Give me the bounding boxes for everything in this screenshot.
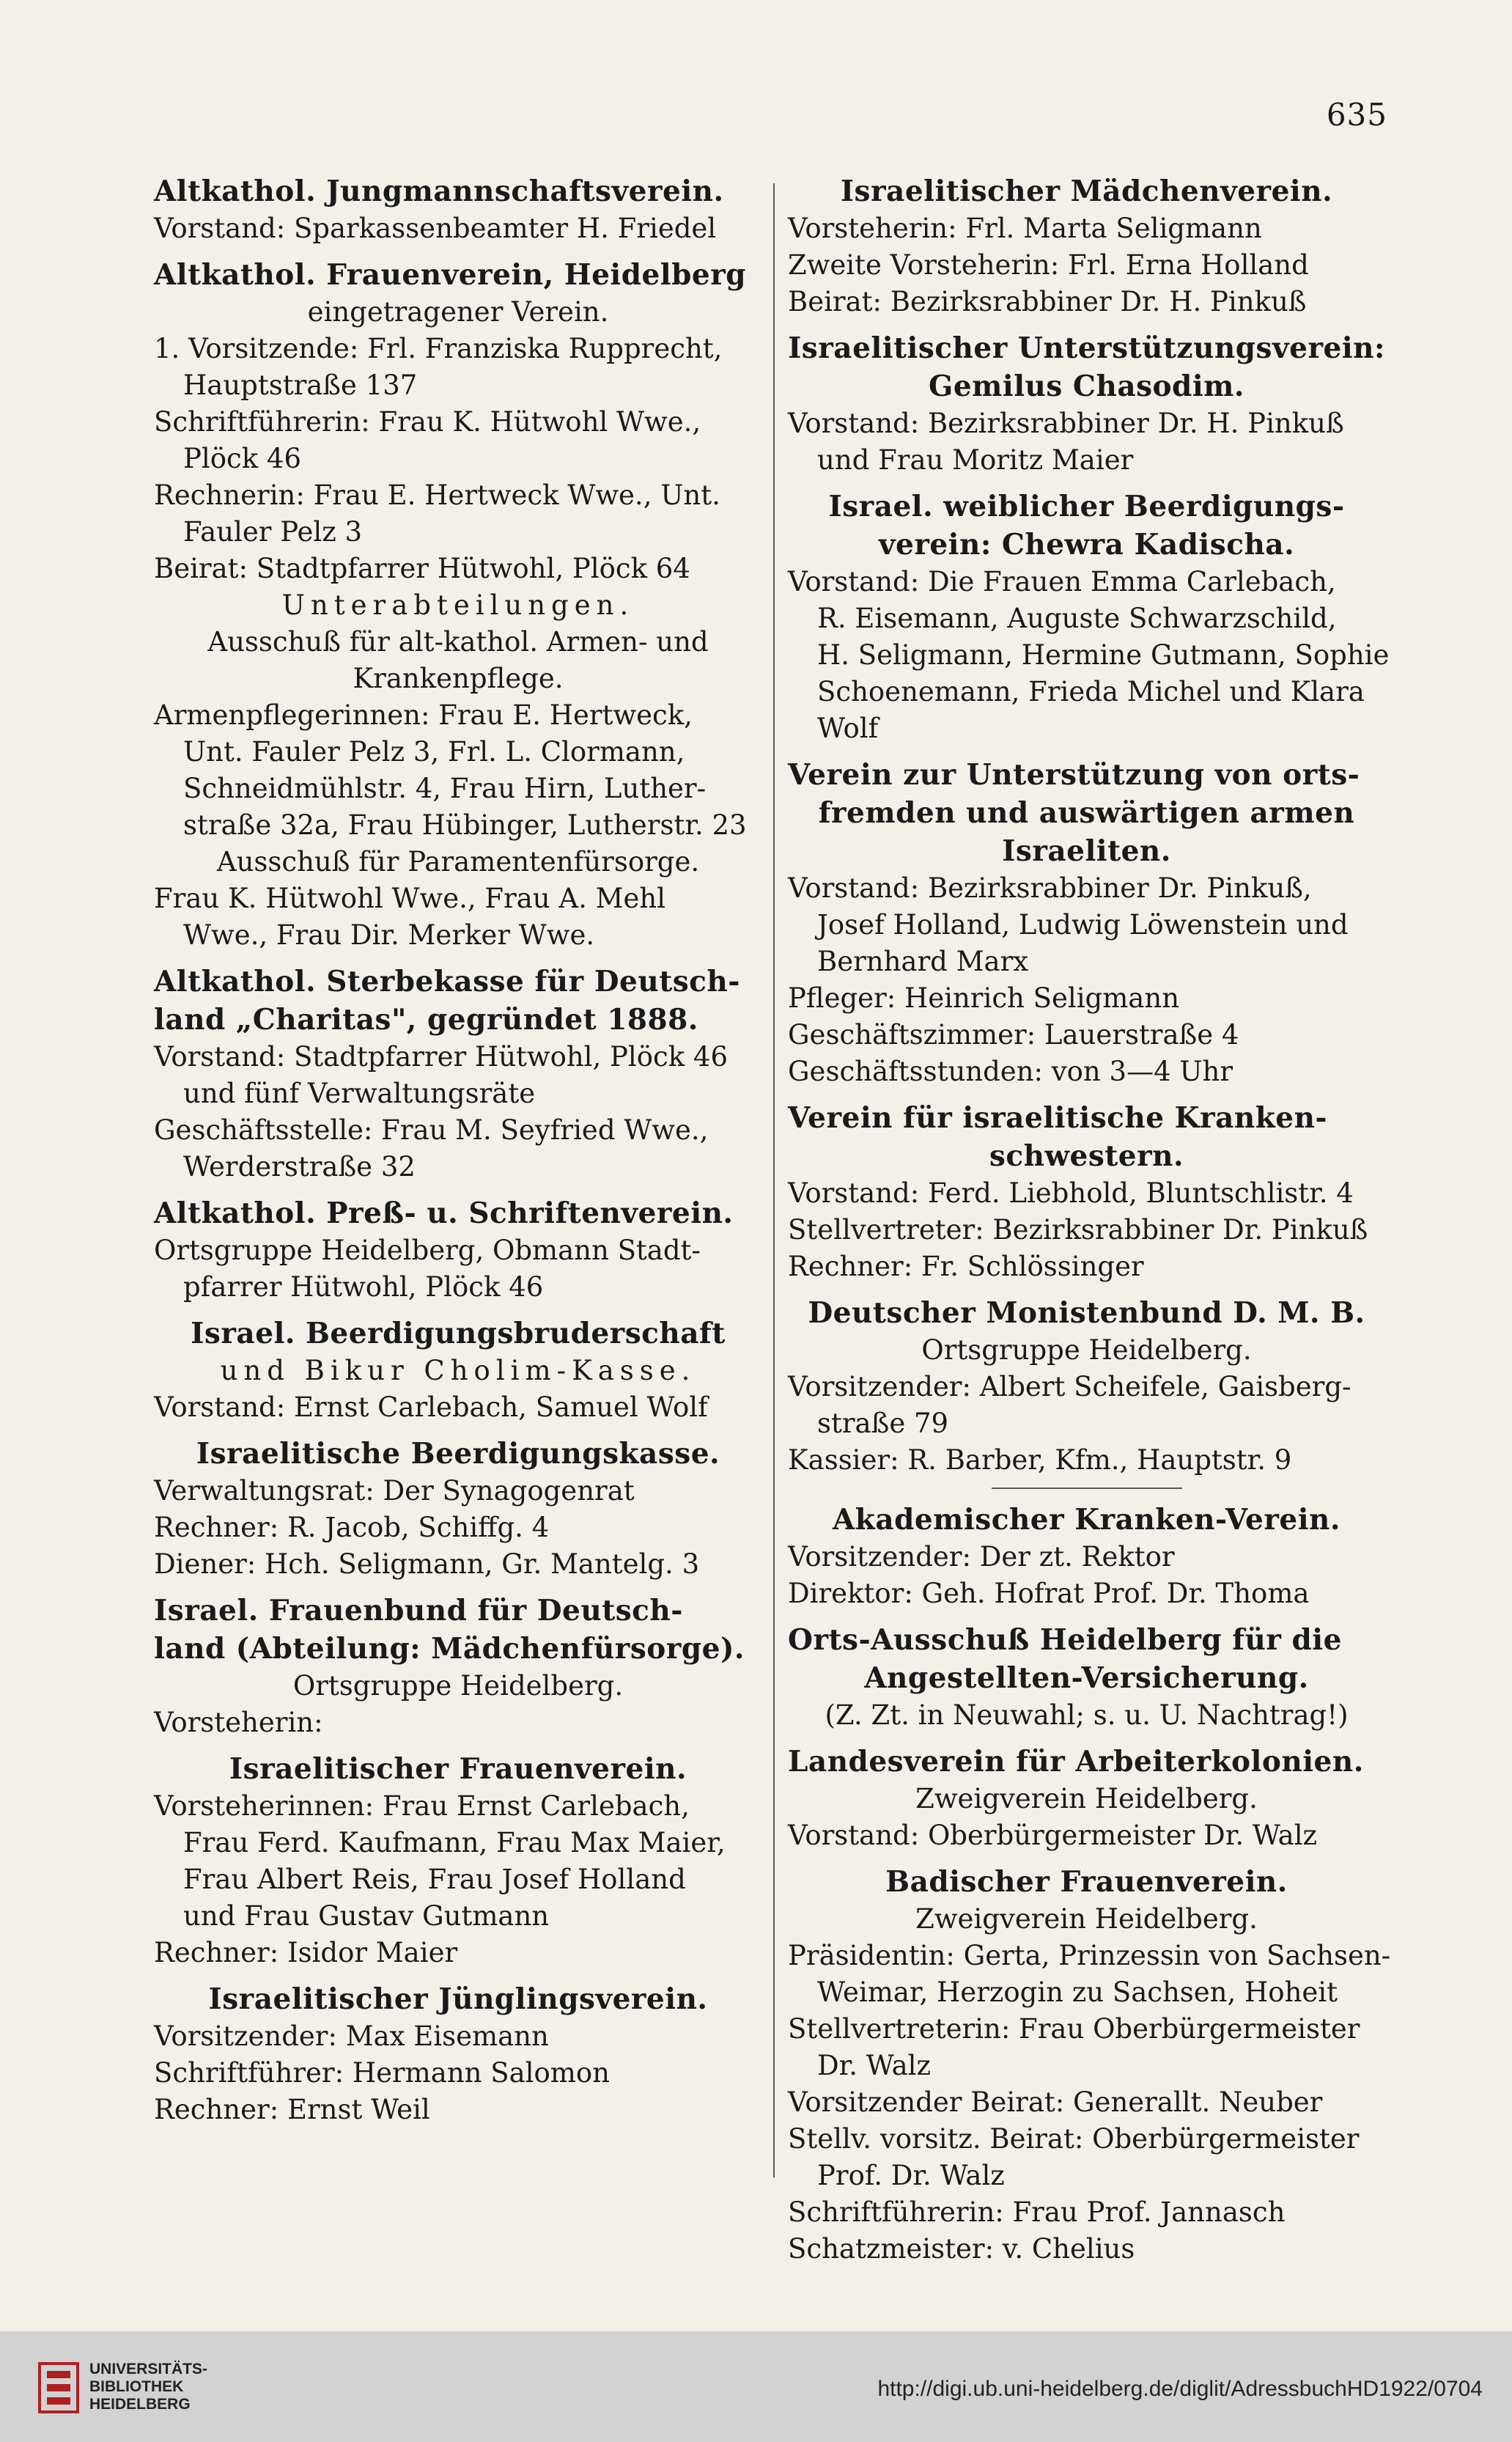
entry-heading: Altkathol. Preß- u. Schriftenverein.: [154, 1196, 734, 1230]
entry-line: Unt. Fauler Pelz 3, Frl. L. Clormann,: [183, 736, 685, 768]
entry-line: Vorsteherin: Frl. Marta Seligmann: [788, 213, 1262, 244]
entry-line: Beirat: Stadtpfarrer Hütwohl, Plöck 64: [154, 553, 690, 584]
entry-line: Stellvertreter: Bezirksrabbiner Dr. Pinkuß: [788, 1214, 1368, 1246]
entry-heading: Verein für israelitische Kranken-: [788, 1101, 1328, 1135]
entry-line: Vorstand: Ferd. Liebhold, Bluntschlistr. 4: [788, 1177, 1354, 1209]
entry-line: Zweigverein Heidelberg.: [915, 1783, 1258, 1814]
entry-line: Frau Albert Reis, Frau Josef Holland: [183, 1864, 686, 1895]
page-number: 635: [1326, 97, 1387, 133]
entry-line: Unterabteilungen.: [281, 589, 635, 621]
entry-line: Zweite Vorsteherin: Frl. Erna Holland: [788, 249, 1309, 281]
entry-line: Krankenpflege.: [353, 663, 564, 694]
entry-heading-continued: Gemilus Chasodim.: [929, 369, 1244, 403]
entry-line: Rechnerin: Frau E. Hertweck Wwe., Unt.: [154, 479, 720, 511]
entry-heading-continued: verein: Chewra Kadischa.: [878, 528, 1295, 562]
entry-line: Stellv. vorsitz. Beirat: Oberbürgermeister: [788, 2123, 1360, 2155]
entry-line: Prof. Dr. Walz: [817, 2160, 1005, 2191]
entry-line: Stellvertreterin: Frau Oberbürgermeister: [788, 2013, 1360, 2045]
entry-line: Weimar, Herzogin zu Sachsen, Hoheit: [817, 1976, 1338, 2008]
entry-heading: Altkathol. Sterbekasse für Deutsch-: [154, 965, 740, 999]
entry-line: Josef Holland, Ludwig Löwenstein und: [817, 909, 1349, 941]
entry-line: Fauler Pelz 3: [183, 516, 362, 548]
entry-line: Kassier: R. Barber, Kfm., Hauptstr. 9: [788, 1444, 1292, 1476]
entry-line: und Bikur Cholim-Kasse.: [220, 1355, 696, 1386]
entry-line: Vorstand: Sparkassenbeamter H. Friedel: [154, 213, 717, 244]
entry-line: Geschäftszimmer: Lauerstraße 4: [788, 1019, 1239, 1051]
entry-line: Schriftführer: Hermann Salomon: [154, 2057, 610, 2089]
entry-heading: Israelitischer Frauenverein.: [229, 1752, 687, 1786]
directory-entry: [788, 172, 1385, 320]
entry-heading: Israelitischer Mädchenverein.: [840, 174, 1333, 208]
entry-heading: Altkathol. Frauenverein, Heidelberg: [154, 258, 747, 292]
entry-line: Bernhard Marx: [817, 946, 1029, 977]
directory-entry: [788, 1621, 1385, 1734]
entry-heading-continued: Angestellten-Versicherung.: [864, 1661, 1309, 1695]
entry-heading: Orts-Ausschuß Heidelberg für die: [788, 1623, 1342, 1657]
entry-line: Ortsgruppe Heidelberg.: [292, 1670, 624, 1702]
entry-line: Präsidentin: Gerta, Prinzessin von Sachsen-: [788, 1940, 1391, 1971]
entry-line: Schriftführerin: Frau K. Hütwohl Wwe.,: [154, 406, 701, 438]
entry-line: Wolf: [817, 713, 879, 744]
directory-entry: [154, 1314, 762, 1426]
directory-entry: [154, 1194, 762, 1306]
entry-heading-continued: land (Abteilung: Mädchenfürsorge).: [154, 1632, 745, 1666]
entry-line: Vorsteherin:: [154, 1707, 323, 1738]
entry-line: Vorstand: Ernst Carlebach, Samuel Wolf: [154, 1391, 708, 1423]
directory-entry: [788, 1501, 1385, 1612]
directory-entry: [154, 963, 762, 1185]
entry-line: Ausschuß für Paramentenfürsorge.: [216, 846, 700, 878]
entry-line: Zweigverein Heidelberg.: [915, 1903, 1258, 1935]
entry-heading: Israel. weiblicher Beerdigungs-: [828, 490, 1345, 523]
entry-line: pfarrer Hütwohl, Plöck 46: [183, 1271, 544, 1303]
section-rule: [992, 1487, 1182, 1489]
entry-line: Vorsitzender: Max Eisemann: [154, 2020, 549, 2052]
entry-heading: Israel. Frauenbund für Deutsch-: [154, 1594, 683, 1628]
entry-heading: Akademischer Kranken-Verein.: [833, 1503, 1340, 1537]
entry-line: Ortsgruppe Heidelberg.: [921, 1334, 1252, 1366]
entry-line: Werderstraße 32: [183, 1151, 416, 1183]
entry-heading: Deutscher Monistenbund D. M. B.: [808, 1296, 1365, 1330]
entry-line: H. Seligmann, Hermine Gutmann, Sophie: [817, 639, 1390, 671]
entry-line: Pfleger: Heinrich Seligmann: [788, 982, 1180, 1014]
entry-line: (Z. Zt. in Neuwahl; s. u. U. Nachtrag!): [825, 1699, 1349, 1731]
entry-line: Wwe., Frau Dir. Merker Wwe.: [183, 919, 595, 951]
entry-line: Vorstand: Stadtpfarrer Hütwohl, Plöck 46: [154, 1041, 729, 1073]
entry-line: Rechner: Fr. Schlössinger: [788, 1251, 1144, 1282]
entry-line: Schoenemann, Frieda Michel und Klara: [817, 676, 1365, 707]
entry-line: straße 79: [817, 1408, 949, 1439]
directory-entry: [154, 1980, 762, 2128]
entry-line: Ortsgruppe Heidelberg, Obmann Stadt-: [154, 1235, 701, 1266]
footer-bar: [0, 2331, 1512, 2442]
entry-line: straße 32a, Frau Hübinger, Lutherstr. 23: [183, 809, 747, 841]
entry-line: Frau K. Hütwohl Wwe., Frau A. Mehl: [154, 883, 666, 914]
library-logo-icon: [38, 2362, 79, 2413]
entry-line: eingetragener Verein.: [307, 296, 609, 328]
entry-line: Geschäftsstunden: von 3—4 Uhr: [788, 1056, 1233, 1087]
entry-heading-continued: fremden und auswärtigen armen: [818, 796, 1355, 830]
directory-entry: [788, 488, 1390, 747]
entry-line: Vorstand: Oberbürgermeister Dr. Walz: [788, 1820, 1318, 1851]
directory-entry: [154, 1592, 762, 1741]
entry-line: 1. Vorsitzende: Frl. Franziska Rupprecht,: [154, 333, 723, 364]
directory-entry: [788, 1099, 1385, 1285]
library-name-line: UNIVERSITÄTS-: [89, 2361, 208, 2377]
entry-line: Rechner: R. Jacob, Schiffg. 4: [154, 1512, 550, 1543]
directory-entry: [788, 1743, 1385, 1854]
directory-entry: [154, 1435, 762, 1583]
entry-line: Ausschuß für alt-kathol. Armen- und: [207, 626, 709, 658]
directory-entry: [788, 1863, 1391, 2268]
entry-line: Hauptstraße 137: [183, 369, 418, 401]
entry-heading: Israel. Beerdigungsbruderschaft: [191, 1317, 726, 1350]
directory-entry: [154, 1750, 762, 1971]
entry-heading-continued: land „Charitas", gegründet 1888.: [154, 1003, 698, 1037]
entry-heading-continued: schwestern.: [989, 1139, 1184, 1173]
entry-line: R. Eisemann, Auguste Schwarzschild,: [817, 603, 1337, 634]
entry-heading: Landesverein für Arbeiterkolonien.: [788, 1745, 1364, 1779]
library-name-line: BIBLIOTHEK: [89, 2378, 184, 2395]
directory-entry: [788, 329, 1385, 479]
library-name: [89, 2361, 207, 2413]
directory-entry: [154, 256, 762, 954]
entry-line: und Frau Gustav Gutmann: [183, 1900, 550, 1932]
entry-line: Vorstand: Die Frauen Emma Carlebach,: [788, 566, 1336, 597]
entry-line: Geschäftsstelle: Frau M. Seyfried Wwe.,: [154, 1114, 709, 1146]
left-column: [154, 172, 762, 2137]
entry-line: Rechner: Isidor Maier: [154, 1937, 458, 1968]
entry-line: Vorstand: Bezirksrabbiner Dr. Pinkuß,: [788, 872, 1312, 904]
entry-line: Verwaltungsrat: Der Synagogenrat: [154, 1475, 635, 1507]
entry-line: Vorstand: Bezirksrabbiner Dr. H. Pinkuß: [788, 408, 1344, 439]
entry-line: Beirat: Bezirksrabbiner Dr. H. Pinkuß: [788, 286, 1307, 317]
entry-line: und Frau Moritz Maier: [817, 444, 1134, 476]
entry-heading: Badischer Frauenverein.: [885, 1865, 1288, 1899]
entry-heading-continued: Israeliten.: [1002, 834, 1171, 868]
column-divider: [773, 183, 775, 2177]
entry-line: Vorsitzender Beirat: Generallt. Neuber: [788, 2086, 1323, 2118]
entry-line: Dr. Walz: [817, 2050, 932, 2081]
entry-line: Rechner: Ernst Weil: [154, 2094, 430, 2125]
entry-heading: Israelitischer Unterstützungsverein:: [788, 331, 1385, 365]
source-url-link[interactable]: http://digi.ub.uni-heidelberg.de/diglit/AdressbuchHD1922/0704: [877, 2377, 1483, 2401]
entry-line: und fünf Verwaltungsräte: [183, 1078, 536, 1109]
entry-heading: Israelitische Beerdigungskasse.: [196, 1437, 720, 1471]
entry-line: Diener: Hch. Seligmann, Gr. Mantelg. 3: [154, 1548, 700, 1580]
right-column: [788, 172, 1391, 2276]
directory-entry: [788, 1294, 1385, 1479]
library-name-line: HEIDELBERG: [89, 2396, 191, 2413]
entry-line: Schriftführerin: Frau Prof. Jannasch: [788, 2196, 1286, 2228]
entry-line: Armenpflegerinnen: Frau E. Hertweck,: [154, 699, 693, 731]
entry-heading: Israelitischer Jünglingsverein.: [208, 1982, 708, 2016]
entry-line: Vorsteherinnen: Frau Ernst Carlebach,: [154, 1790, 690, 1822]
directory-entry: [788, 756, 1385, 1090]
entry-line: Schneidmühlstr. 4, Frau Hirn, Luther-: [183, 773, 707, 804]
directory-entry: [154, 172, 762, 247]
entry-line: Vorsitzender: Albert Scheifele, Gaisberg-: [788, 1371, 1351, 1402]
entry-line: Plöck 46: [183, 443, 301, 474]
entry-line: Frau Ferd. Kaufmann, Frau Max Maier,: [183, 1827, 726, 1858]
entry-line: Direktor: Geh. Hofrat Prof. Dr. Thoma: [788, 1578, 1310, 1609]
entry-heading: Verein zur Unterstützung von orts-: [788, 758, 1360, 792]
entry-line: Vorsitzender: Der zt. Rektor: [788, 1541, 1175, 1573]
entry-heading: Altkathol. Jungmannschaftsverein.: [154, 174, 724, 208]
entry-line: Schatzmeister: v. Chelius: [788, 2233, 1135, 2265]
